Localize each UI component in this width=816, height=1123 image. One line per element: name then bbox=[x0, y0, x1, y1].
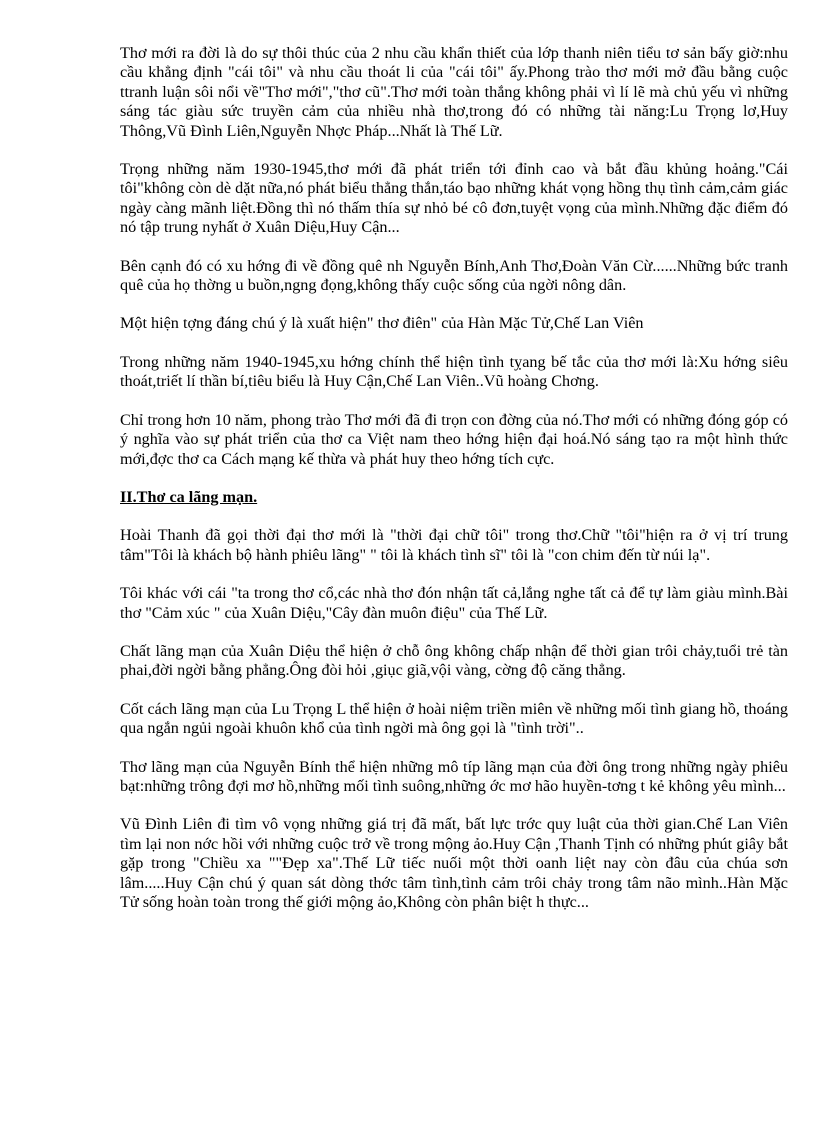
paragraph-mad-poetry: Một hiện tợng đáng chú ý là xuất hiện" thơ điên" của Hàn Mặc Tử,Chế Lan Viên bbox=[120, 314, 644, 333]
paragraph-origin-of-new-poetry: Thơ mới ra đời là do sự thôi thúc của 2 nhu cầu khẩn thiết của lớp thanh niên tiểu tơ sản bấy giờ:nhu cầu khẳng định "cái tôi" và nhu cầu thoát li của "cái tôi" ấy.Phong trào thơ mới mở đầu bằng cuộc ttranh luận sôi nổi về"Thơ mới","thơ cũ".Thơ mới toàn thắng không phải vì lí lẽ mà chủ yếu vì những sáng tác giàu sức truyền cảm của nhiều nhà thơ,trong đó có những tài năng:Lu Trọng lơ,Huy Thông,Vũ Đình Liên,Nguyễn Nhợc Pháp...Nhất là Thế Lữ. bbox=[120, 44, 788, 140]
document-page bbox=[120, 44, 788, 931]
paragraph-era-of-i: Hoài Thanh đã gọi thời đại thơ mới là "thời đại chữ tôi" trong thơ.Chữ "tôi"hiện ra ở vị trí trung tâm"Tôi là khách bộ hành phiêu lãng" " tôi là khách tình sĩ" tôi là "con chim đến từ núi lạ". bbox=[120, 526, 788, 564]
paragraph-nguyen-binh: Thơ lãng mạn của Nguyễn Bính thể hiện những mô típ lãng mạn của đời ông trong những ngày phiêu bạt:những trông đợi mơ hồ,những mối tình suông,những ớc mơ hão huyền-tơng t kẻ không yêu mình... bbox=[120, 757, 788, 795]
paragraph-xuan-dieu: Chất lãng mạn của Xuân Diệu thể hiện ở chỗ ông không chấp nhận để thời gian trôi chảy,tuổi trẻ tàn phai,đời ngời bằng phẳng.Ông đòi hỏi ,giục giã,vội vàng, cờng độ căng thẳng. bbox=[120, 641, 788, 680]
paragraph-luu-trong-lu: Cốt cách lãng mạn của Lu Trọng L thể hiện ở hoài niệm triền miên về những mối tình giang hồ, thoáng qua ngắn ngủi ngoài khuôn khổ của tình ngời mà ông gọi là "tình trời".. bbox=[120, 699, 788, 738]
section-heading: II.Thơ ca lãng mạn. bbox=[120, 487, 258, 506]
paragraph-1930-1945-development: Trọng những năm 1930-1945,thơ mới đã phát triển tới đỉnh cao và bắt đầu khủng hoảng."Cái tôi"không còn dè dặt nữa,nó phát biểu thẳng thắn,táo bạo những khát vọng hồng thụ tình cảm,cảm giác ngày càng mãnh liệt.Đồng thì nó thấm thía sự nhỏ bé cô đơn,tuyệt vọng của mình.Những đặc điểm đó nó tập trung nyhất ở Xuân Diệu,Huy Cận... bbox=[120, 160, 788, 237]
paragraph-i-versus-we: Tôi khác với cái "ta trong thơ cổ,các nhà thơ đón nhận tất cả,lắng nghe tất cả để tự làm giàu mình.Bài thơ "Cảm xúc " của Xuân Diệu,"Cây đàn muôn điệu" của Thế Lữ. bbox=[120, 584, 788, 622]
paragraph-countryside-trend: Bên cạnh đó có xu hớng đi về đồng quê nh Nguyễn Bính,Anh Thơ,Đoàn Văn Cừ......Những bức tranh quê của họ thờng u buồn,ngng đọng,không thấy cuộc sống của ngời nông dân. bbox=[120, 256, 788, 295]
paragraph-vu-dinh-lien: Vũ Đình Liên đi tìm vô vọng những giá trị đã mất, bất lực trớc quy luật của thời gian.Chế Lan Viên tìm lại non nớc hồi với những cuộc trở về trong mộng ảo.Huy Cận ,Thanh Tịnh có những phút giây bắt gặp trong "Chiều xa ""Đẹp xa".Thế Lữ tiếc nuối một thời oanh liệt nay còn đâu của chúa sơn lâm.....Huy Cận chú ý quan sát dòng thớc tâm tình,tình cảm trôi chảy trong tâm não mình..Hàn Mặc Tử sống hoàn toàn trong thế giới mộng ảo,Không còn phân biệt h thực... bbox=[120, 815, 788, 911]
paragraph-1940-1945-trend: Trong những năm 1940-1945,xu hớng chính thể hiện tình tỵang bế tắc của thơ mới là:Xu hớng siêu thoát,triết lí thần bí,tiêu biểu là Huy Cận,Chế Lan Viên..Vũ hoàng Chơng. bbox=[120, 352, 788, 391]
paragraph-ten-years-summary: Chỉ trong hơn 10 năm, phong trào Thơ mới đã đi trọn con đờng của nó.Thơ mới có những đóng góp có ý nghĩa vào sự phát triển của thơ ca Việt nam theo hớng hiện đại hoá.Nó sáng tạo ra một hình thức mới,đợc thơ ca Cách mạng kế thừa và phát huy theo hớng tích cực. bbox=[120, 410, 788, 468]
